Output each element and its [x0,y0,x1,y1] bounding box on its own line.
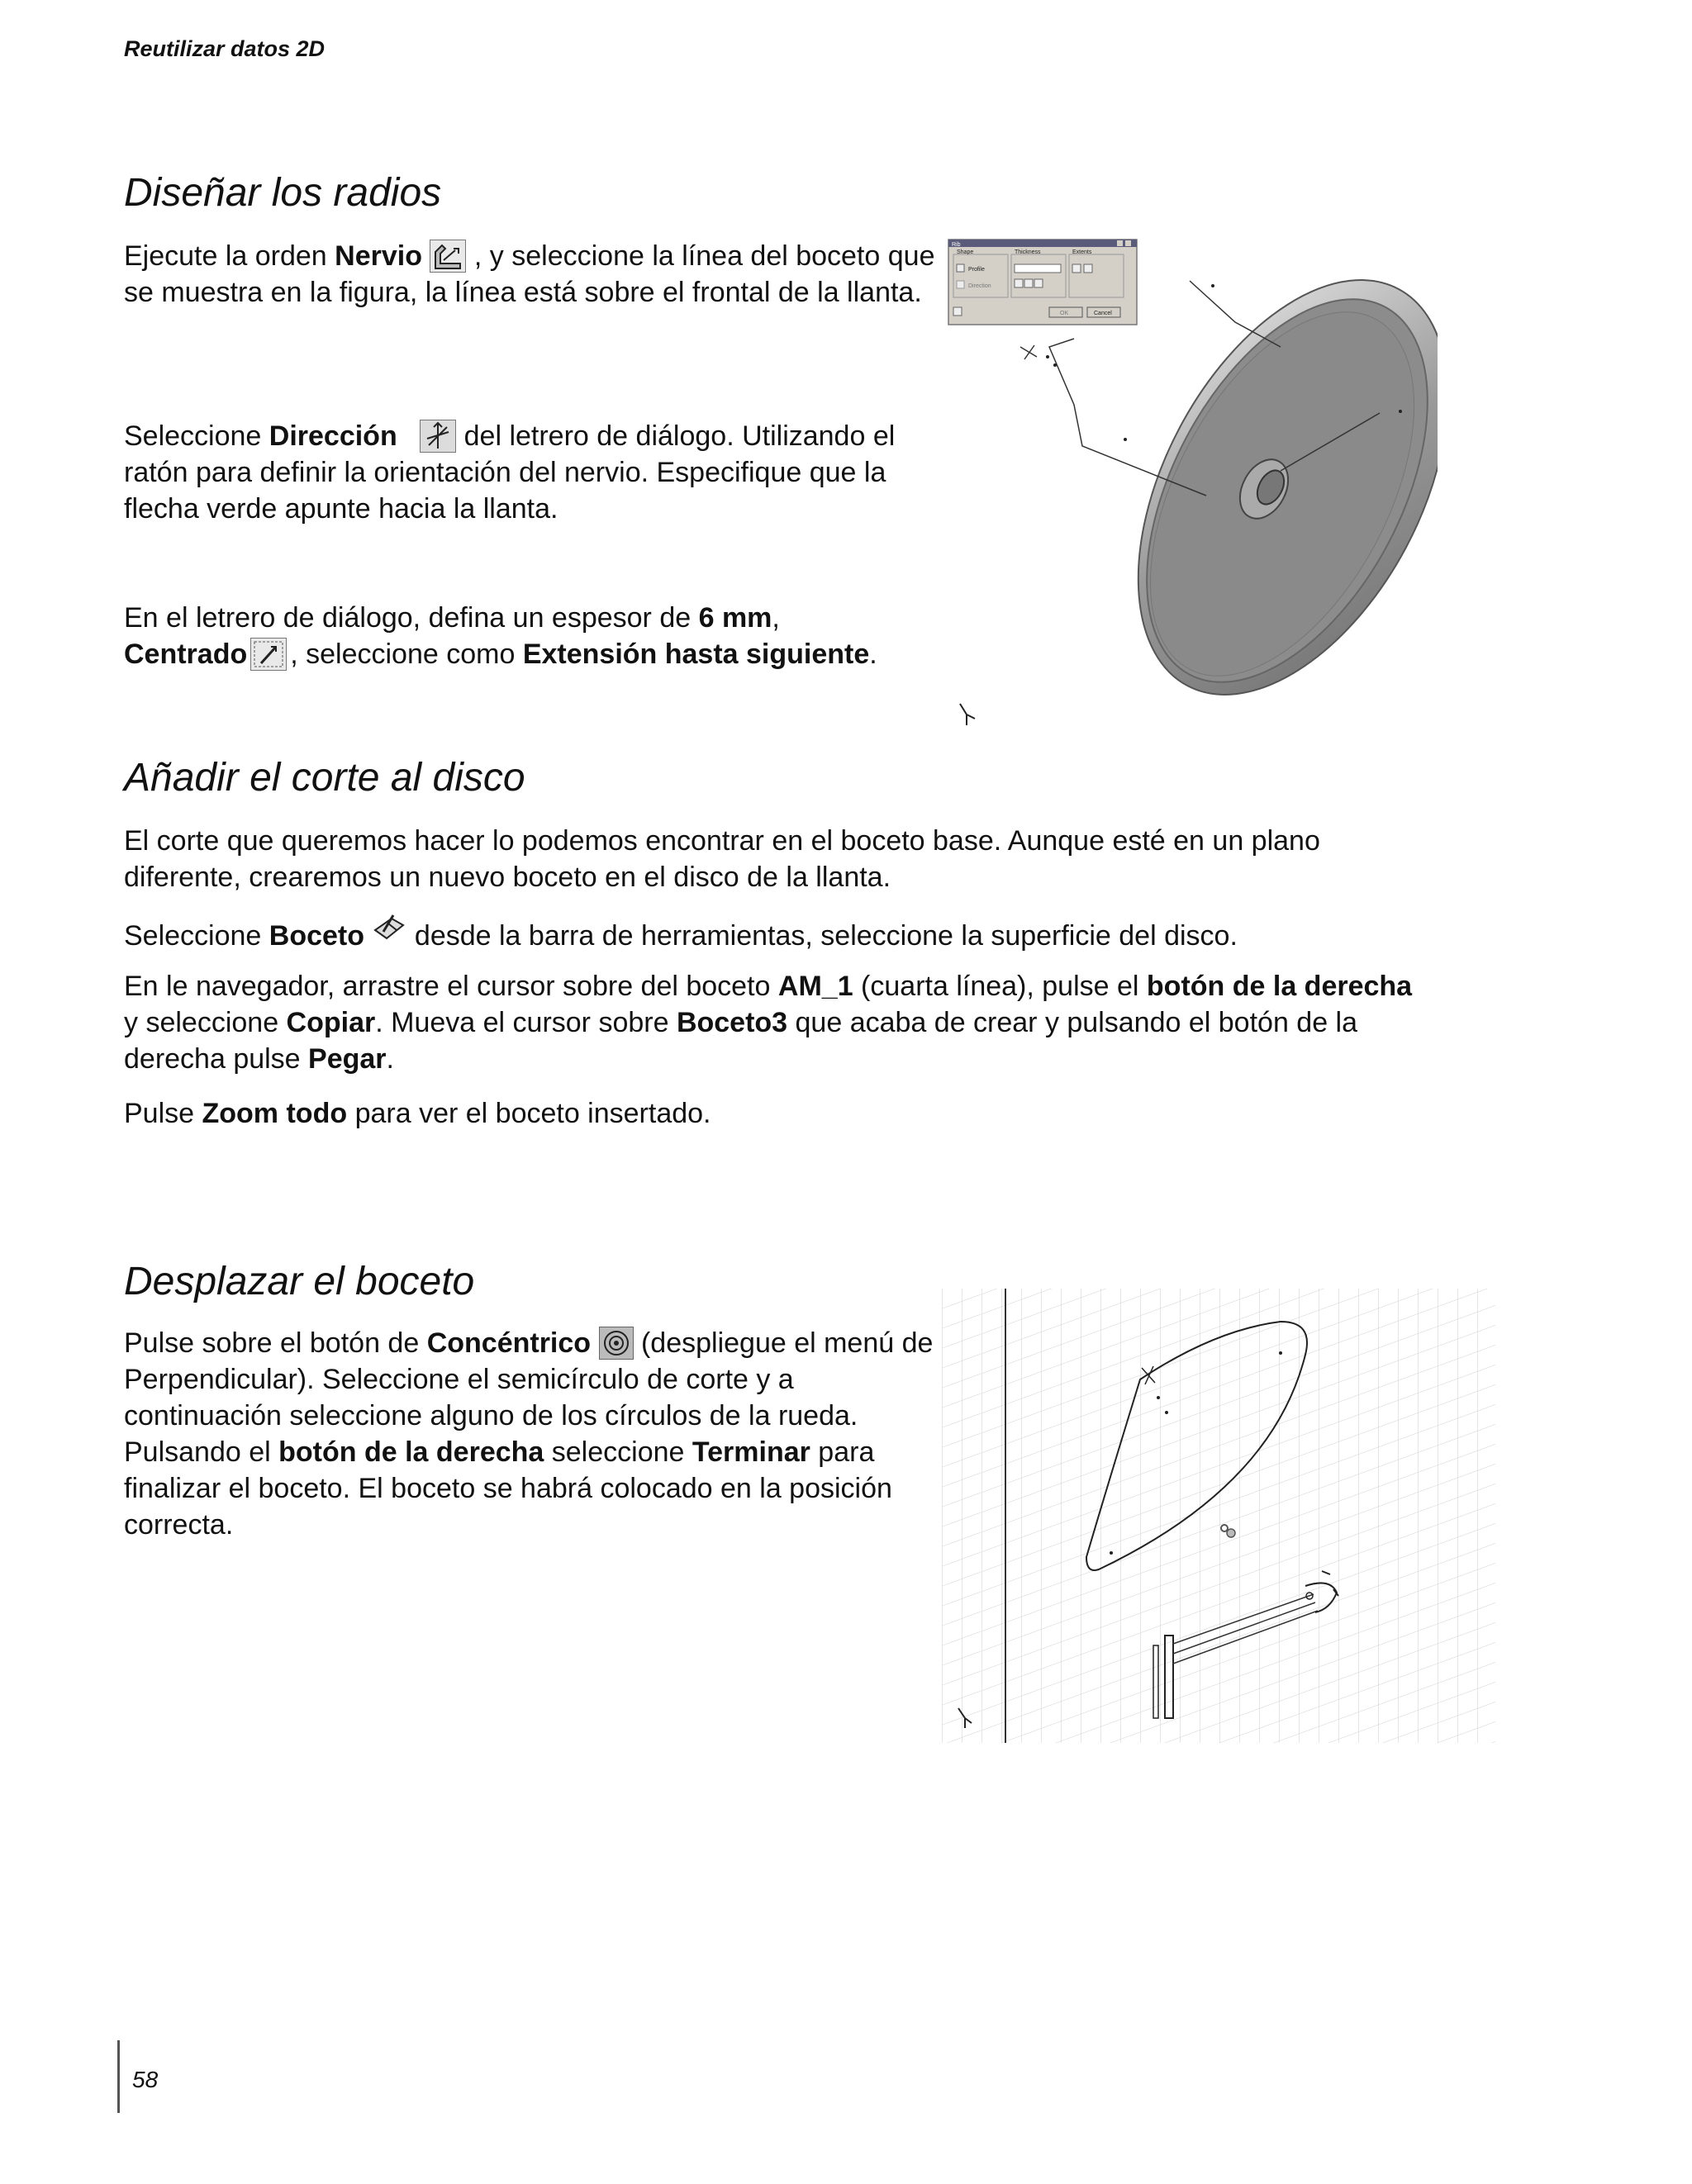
svg-text:Extents: Extents [1072,249,1092,255]
centered-icon [250,638,287,671]
paragraph-corte: El corte que queremos hacer lo podemos encontrar en el boceto base. Aunque esté en un plano diferente, crearemos un nuevo boceto en el disco de la llanta. [124,825,1320,893]
sketch-grid [942,1289,1495,1743]
paragraph-zoom: Pulse Zoom todo para ver el boceto insertado. [124,1098,711,1129]
rib-dialog [948,240,1137,325]
paragraph-direccion: Seleccione Dirección del letrero de diálogo. Utilizando el ratón para definir la orientación del nervio. Especifique que la flecha verde apunte hacia la llanta. [124,420,896,525]
paragraph-nervio: Ejecute la orden Nervio , y seleccione la línea del boceto que se muestra en la figura, la línea está sobre el frontal de la llanta. [124,240,935,308]
direction-button[interactable]: Direction [968,283,991,289]
direction-icon [420,420,456,453]
svg-text:OK: OK [1060,311,1069,316]
svg-text:Shape: Shape [957,249,974,255]
sketch-grid-figure [942,1289,1495,1743]
svg-text:Thickness: Thickness [1015,249,1041,255]
sketch-tool-icon [372,914,406,945]
paragraph-concentrico: Pulse sobre el botón de Concéntrico (despliegue el menú de Perpendicular). Seleccione el semicírculo de corte y a continuación seleccione alguno de los círculos de la rueda. Pulsando el botón de la derecha seleccione Terminar para finalizar el boceto. El boceto se habrá colocado en la posición correcta. [124,1327,934,1541]
paragraph-navegador: En le navegador, arrastre el cursor sobre del boceto AM_1 (cuarta línea), pulse el botón de la derecha y seleccione Copiar. Mueva el cursor sobre Boceto3 que acaba de crear y pulsando el botón de la derecha pulse Pegar. [124,971,1413,1075]
page-number-rule [117,2040,120,2113]
running-header: Reutilizar datos 2D [124,36,326,61]
rib-tool-icon [430,240,466,273]
page-number: 58 [132,2067,159,2092]
wheel-rib-figure [942,231,1438,727]
section-title-anadir-corte: Añadir el corte al disco [124,756,525,800]
concentric-icon [599,1327,634,1360]
paragraph-boceto: Seleccione Boceto desde la barra de herramientas, seleccione la superficie del disco. [124,914,1429,954]
section-title-desplazar-boceto: Desplazar el boceto [124,1260,475,1303]
paragraph-espesor: En el letrero de diálogo, defina un espesor de 6 mm, Centrado , seleccione como Extensión hasta siguiente. [124,602,877,670]
section-title-disenar-radios: Diseñar los radios [124,171,442,215]
dialog-title: Rib [952,242,961,248]
profile-button[interactable]: Profile [968,267,985,273]
thickness-input[interactable] [1015,264,1061,273]
axis-triad-icon [960,704,975,725]
svg-text:Cancel: Cancel [1094,311,1112,316]
